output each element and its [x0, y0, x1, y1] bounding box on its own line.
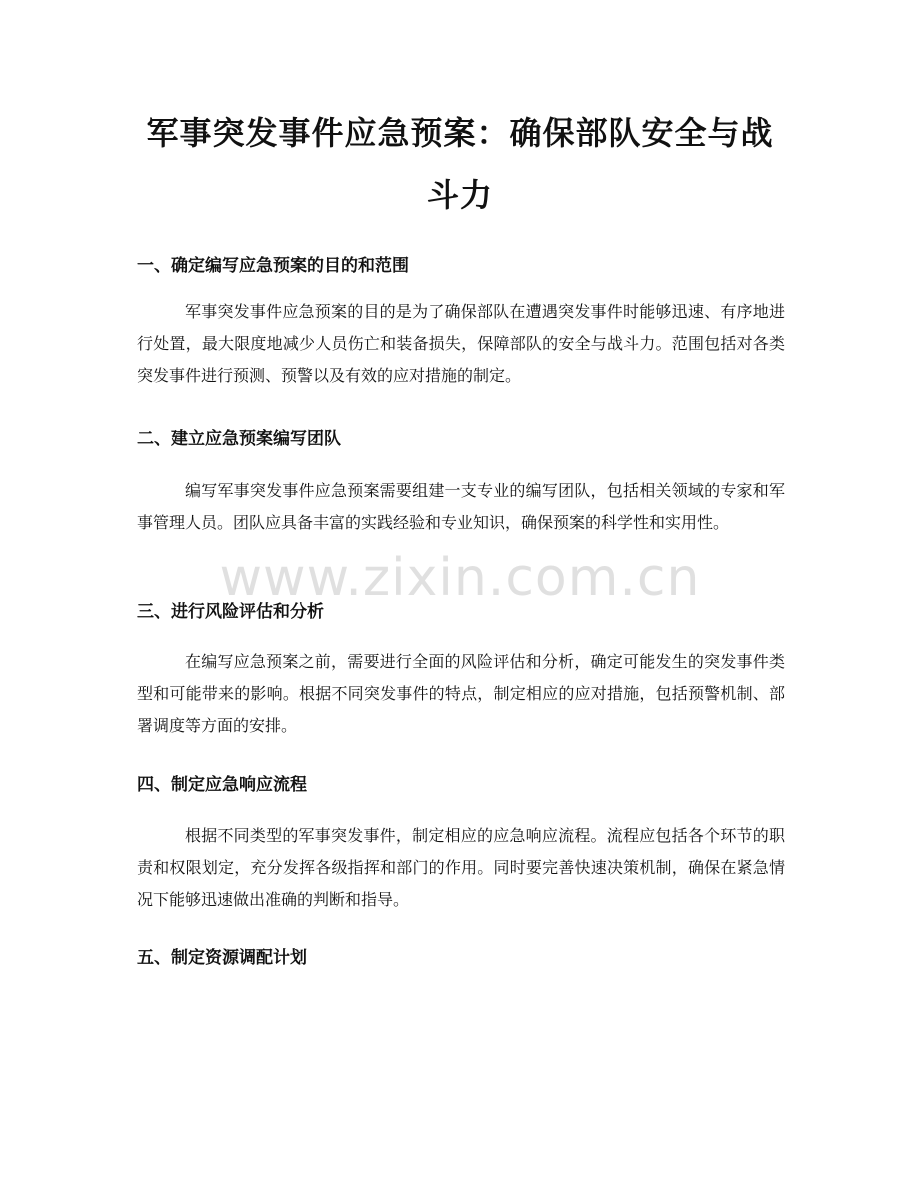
section-paragraph-2: 编写军事突发事件应急预案需要组建一支专业的编写团队，包括相关领域的专家和军事管理人员。团队应具备丰富的实践经验和专业知识，确保预案的科学性和实用性。 — [137, 481, 785, 532]
section-heading-4: 四、制定应急响应流程 — [137, 775, 307, 795]
document-title: 军事突发事件应急预案：确保部队安全与战斗力 — [146, 114, 774, 214]
watermark: www.zixin.com.cn — [219, 548, 701, 608]
section-heading-2: 二、建立应急预案编写团队 — [137, 429, 341, 449]
section-paragraph-3: 在编写应急预案之前，需要进行全面的风险评估和分析，确定可能发生的突发事件类型和可能带来的影响。根据不同突发事件的特点，制定相应的应对措施，包括预警机制、部署调度等方面的安排。 — [137, 652, 785, 735]
section-paragraph-1: 军事突发事件应急预案的目的是为了确保部队在遭遇突发事件时能够迅速、有序地进行处置，最大限度地减少人员伤亡和装备损失，保障部队的安全与战斗力。范围包括对各类突发事件进行预测、预警以及有效的应对措施的制定。 — [137, 302, 785, 385]
section-heading-5: 五、制定资源调配计划 — [137, 948, 307, 968]
section-heading-1: 一、确定编写应急预案的目的和范围 — [137, 256, 409, 276]
section-heading-3: 三、进行风险评估和分析 — [137, 602, 324, 622]
section-paragraph-4: 根据不同类型的军事突发事件，制定相应的应急响应流程。流程应包括各个环节的职责和权限划定，充分发挥各级指挥和部门的作用。同时要完善快速决策机制，确保在紧急情况下能够迅速做出准确的判断和指导。 — [137, 826, 785, 909]
